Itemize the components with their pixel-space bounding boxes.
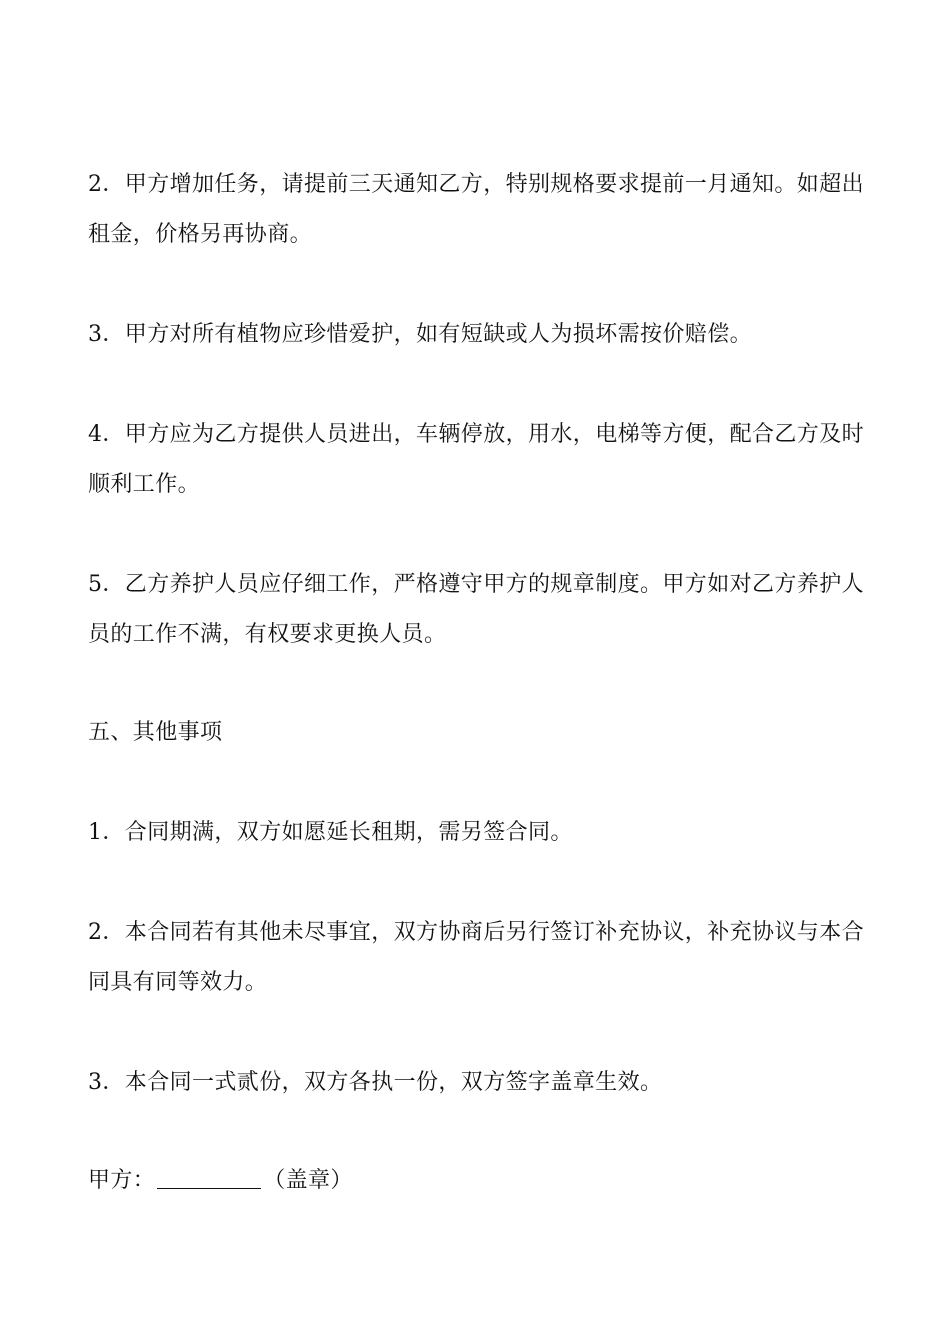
signature-label: 甲方： — [88, 1168, 156, 1193]
clause-5-1: 1．合同期满，双方如愿延长租期，需另签合同。 — [88, 820, 573, 845]
clause-5-2: 2．本合同若有其他未尽事宜，双方协商后另行签订补充协议，补充协议与本合同具有同等效力。 — [88, 920, 864, 995]
clause-4-5: 5．乙方养护人员应仔细工作，严格遵守甲方的规章制度。甲方如对乙方养护人员的工作不满，有权要求更换人员。 — [88, 572, 864, 647]
section-heading-5: 五、其他事项 — [88, 720, 223, 745]
signature-blank[interactable] — [157, 1166, 261, 1189]
clause-4-2: 2．甲方增加任务，请提前三天通知乙方，特别规格要求提前一月通知。如超出租金，价格另再协商。 — [88, 172, 864, 247]
signature-line-party-a — [88, 1156, 864, 1206]
clause-4-4: 4．甲方应为乙方提供人员进出，车辆停放，用水，电梯等方便，配合乙方及时顺利工作。 — [88, 422, 864, 497]
clause-4-3: 3．甲方对所有植物应珍惜爱护，如有短缺或人为损坏需按价赔偿。 — [88, 322, 752, 347]
seal-note: （盖章） — [263, 1168, 353, 1193]
clause-5-3: 3．本合同一式贰份，双方各执一份，双方签字盖章生效。 — [88, 1070, 663, 1095]
